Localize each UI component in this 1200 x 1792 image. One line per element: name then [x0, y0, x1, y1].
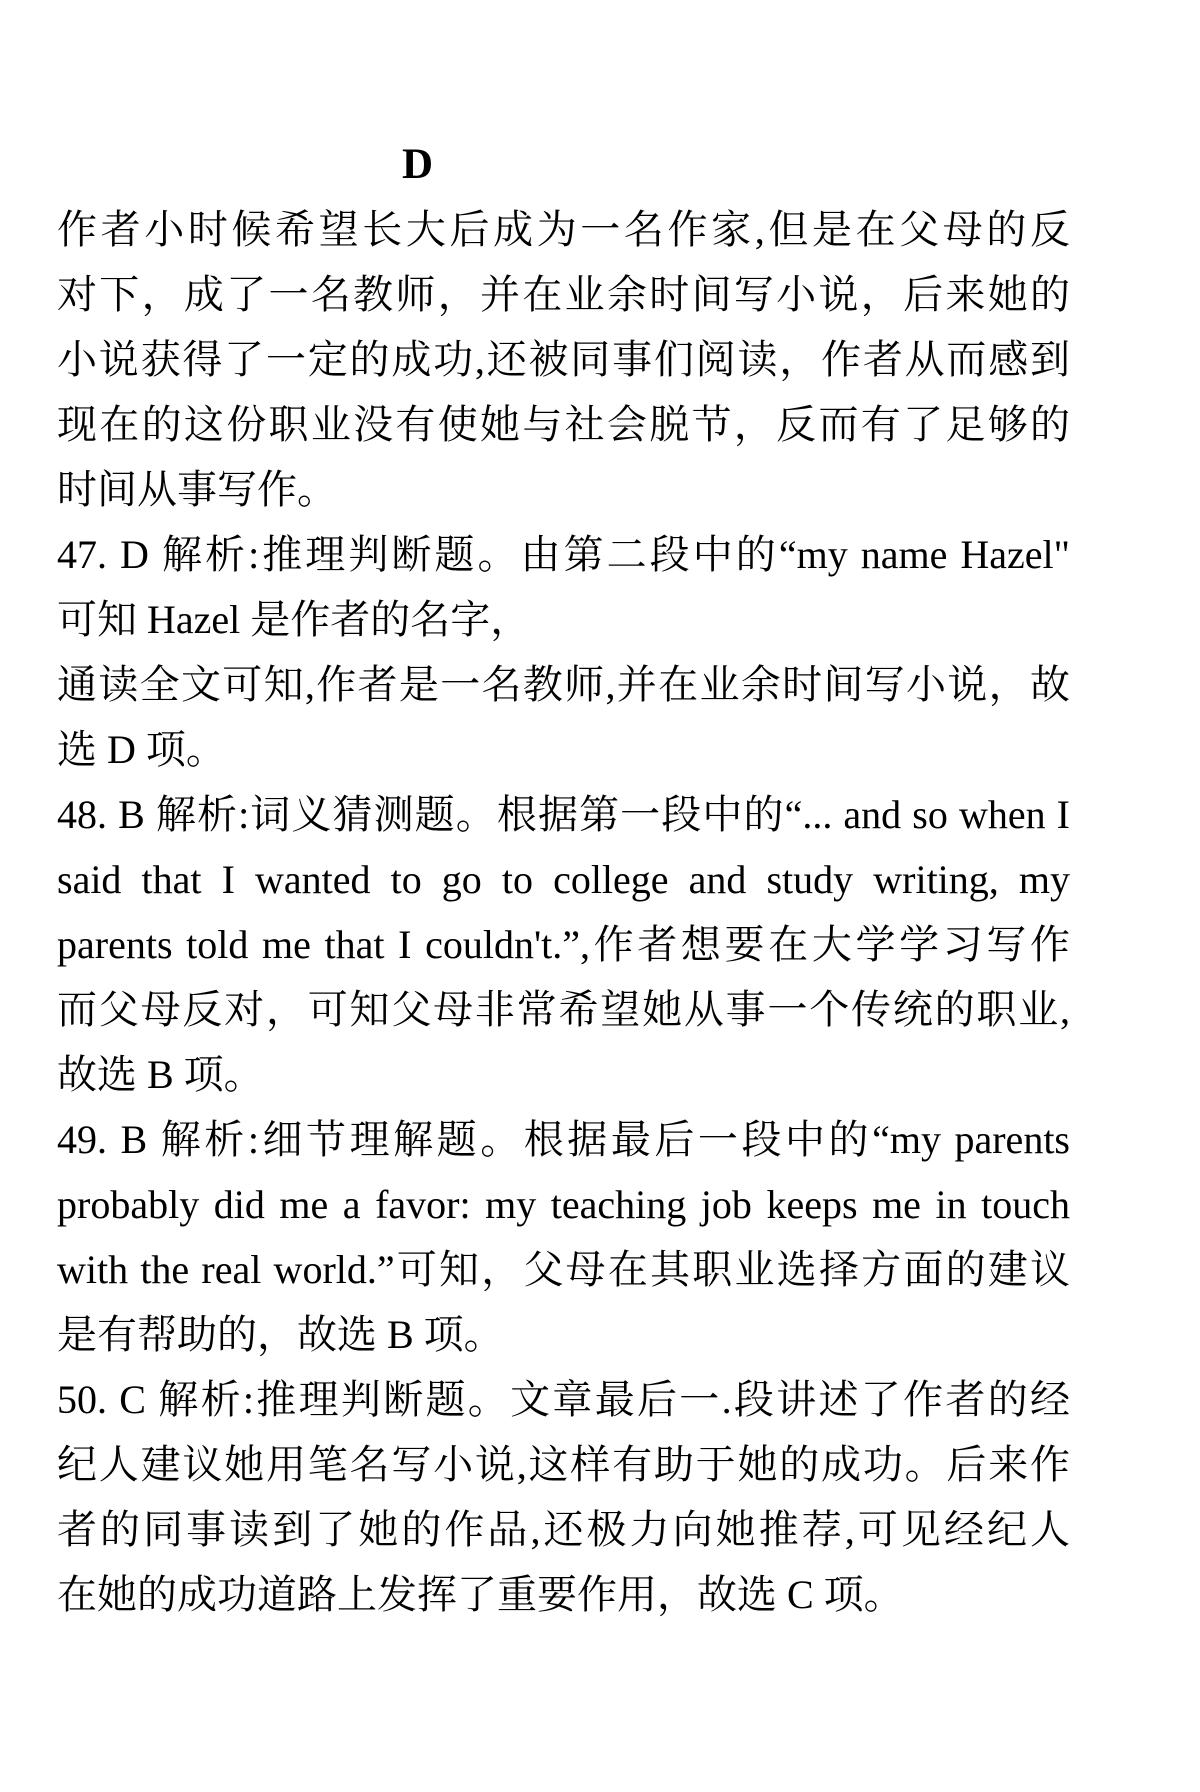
text-line: 小说获得了一定的成功,还被同事们阅读，作者从而感到 [57, 337, 1070, 382]
text-line: 49. B 解析:细节理解题。根据最后一段中的“my parents [57, 1117, 1070, 1162]
text-line: 是有帮助的，故选 B 项。 [57, 1312, 504, 1357]
text-line: probably did me a favor: my teaching job keeps me in touch [57, 1182, 1070, 1227]
text-line: 48. B 解析:词义猜测题。根据第一段中的“... and so when I [57, 792, 1070, 837]
text-line: said that I wanted to go to college and study writing, my [57, 857, 1070, 902]
text-line: 故选 B 项。 [57, 1052, 264, 1097]
text-line: with the real world.”可知，父母在其职业选择方面的建议 [57, 1247, 1070, 1292]
answer-explanation-50 [57, 1367, 1070, 1627]
text-line: 47. D 解析:推理判断题。由第二段中的“my name Hazel" [57, 532, 1070, 577]
text-line: 可知 Hazel 是作者的名字， [57, 597, 531, 642]
answer-explanation-48 [57, 782, 1070, 1107]
text-line: 而父母反对，可知父母非常希望她从事一个传统的职业, [57, 987, 1070, 1032]
text-line: 作者小时候希望长大后成为一名作家,但是在父母的反 [57, 207, 1070, 252]
text-line: parents told me that I couldn't.”,作者想要在大学学习写作 [57, 922, 1070, 967]
text-line: 时间从事写作。 [57, 467, 337, 512]
text-line: 在她的成功道路上发挥了重要作用，故选 C 项。 [57, 1572, 904, 1617]
text-line: 纪人建议她用笔名写小说,这样有助于她的成功。后来作 [57, 1442, 1070, 1487]
text-line: 通读全文可知,作者是一名教师,并在业余时间写小说，故 [57, 662, 1070, 707]
text-line: 者的同事读到了她的作品,还极力向她推荐,可见经纪人 [57, 1507, 1070, 1552]
answer-explanation-49 [57, 1107, 1070, 1367]
text-line: 对下，成了一名教师，并在业余时间写小说，后来她的 [57, 272, 1070, 317]
passage-summary [57, 197, 1070, 522]
text-line: 选 D 项。 [57, 727, 226, 772]
section-heading: D [402, 141, 434, 188]
text-line: 现在的这份职业没有使她与社会脱节，反而有了足够的 [57, 402, 1070, 447]
answer-explanation-47 [57, 522, 1070, 782]
text-line: 50. C 解析:推理判断题。文章最后一.段讲述了作者的经 [57, 1377, 1070, 1422]
